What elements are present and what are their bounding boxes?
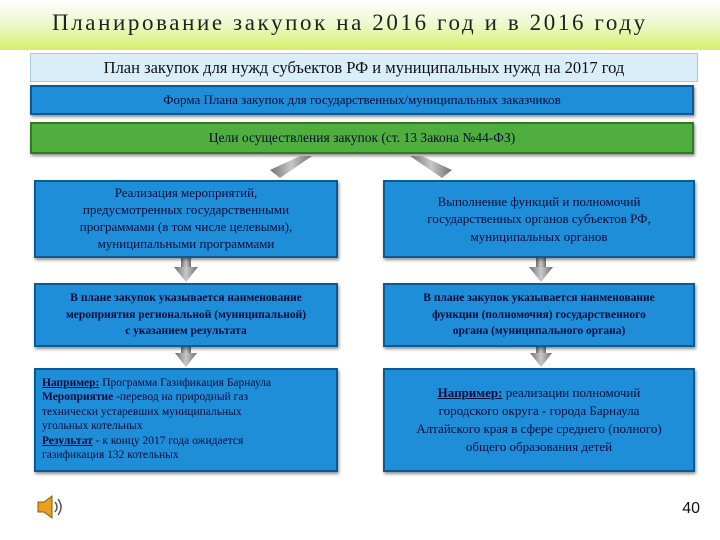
indication-line: мероприятия региональной (муниципальной)	[65, 308, 307, 321]
indication-line: функции (полномочия) государственного	[432, 308, 646, 321]
down-arrow-icon	[529, 258, 553, 282]
example-result-line	[42, 434, 330, 448]
goal-line: муниципальных органов	[470, 228, 608, 244]
goal-line: Реализация мероприятий,	[114, 185, 258, 201]
goal-line: муниципальными программами	[97, 235, 275, 251]
down-arrow-icon	[530, 347, 552, 367]
indication-line: В плане закупок указывается наименование	[423, 291, 655, 304]
example-label: Например:	[42, 377, 100, 389]
branch-right-arrow	[410, 156, 452, 178]
example-text: Алтайского края в сфере среднего (полного)	[416, 421, 662, 436]
result-text: газификация 132 котельных	[42, 448, 179, 461]
goal-line: государственных органов субъектов РФ,	[427, 211, 651, 227]
goal-box-programs	[34, 180, 338, 258]
result-text: - к концу 2017 года ожидается	[92, 434, 244, 447]
indication-line: с указанием результата	[125, 325, 247, 338]
example-text: городского округа - города Барнаула	[438, 402, 640, 418]
example-text: общего образования детей	[465, 439, 613, 455]
event-label: Мероприятие	[42, 391, 114, 404]
indication-box-event	[34, 283, 338, 347]
down-arrow-icon	[175, 347, 197, 367]
example-text: реализации полномочий	[502, 384, 641, 400]
slide-title: Планирование закупок на 2016 год и в 2016 году	[52, 10, 648, 35]
indication-line: органа (муниципального органа)	[452, 325, 626, 338]
result-label: Результат	[42, 434, 93, 447]
page-number: 40	[682, 500, 700, 517]
indication-line: В плане закупок указывается наименование	[70, 291, 302, 304]
event-text: технически устаревших муниципальных	[42, 405, 242, 418]
event-text: -перевод на природный газ	[113, 391, 249, 404]
example-program: Программа Газификация Барнаула	[99, 377, 272, 389]
speaker-icon	[38, 496, 61, 518]
procurement-goals-box: Цели осуществления закупок (ст. 13 Закона №44-ФЗ)	[30, 122, 694, 154]
goal-line: программами (в том числе целевыми),	[79, 219, 293, 234]
example-box-left	[34, 368, 338, 472]
down-arrow-icon	[174, 258, 198, 282]
goal-line: Выполнение функций и полномочий	[437, 193, 641, 209]
example-label: Например:	[437, 384, 503, 400]
subtitle-banner: План закупок для нужд субъектов РФ и муниципальных нужд на 2017 год	[30, 53, 698, 82]
indication-box-function	[383, 283, 695, 347]
example-box-right	[383, 368, 695, 472]
example-event-line	[42, 390, 330, 404]
event-text: угольных котельных	[42, 420, 143, 433]
goal-box-functions	[383, 180, 695, 258]
goal-line: предусмотренных государственными	[82, 202, 290, 218]
branch-left-arrow	[270, 156, 312, 178]
example-first-line	[416, 384, 661, 402]
plan-form-box: Форма Плана закупок для государственных/муниципальных заказчиков	[30, 85, 694, 115]
example-program-line	[42, 376, 330, 390]
